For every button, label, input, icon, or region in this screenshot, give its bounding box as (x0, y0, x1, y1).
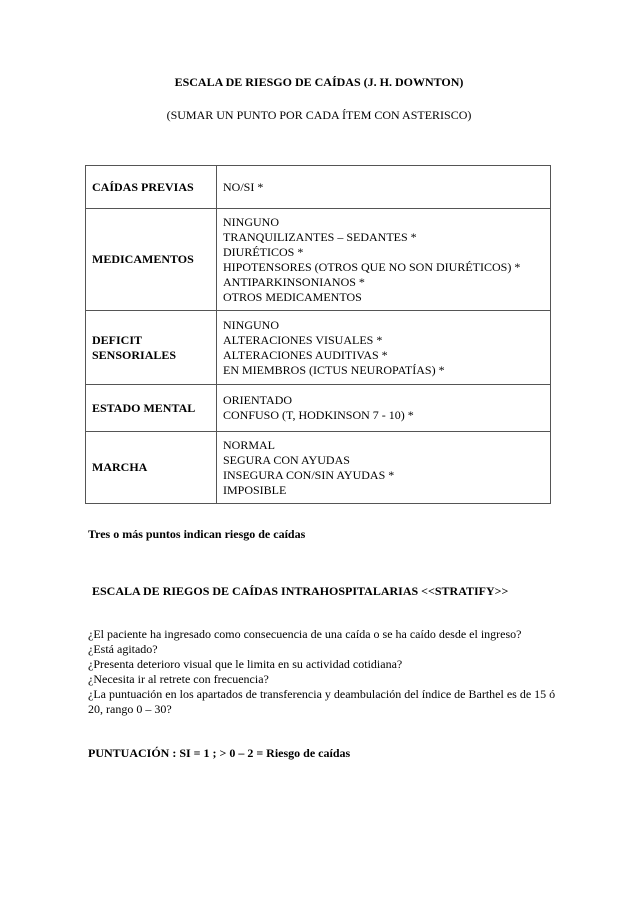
question-list (88, 627, 558, 717)
option-text: TRANQUILIZANTES – SEDANTES * (223, 229, 417, 244)
option-text: ANTIPARKINSONIANOS * (223, 274, 365, 289)
option-text: DIURÉTICOS * (223, 244, 304, 259)
table-row (86, 385, 551, 432)
option-text: NO/SI * (223, 179, 264, 194)
row-label: MARCHA (86, 432, 217, 504)
row-options (217, 385, 551, 432)
row-label: ESTADO MENTAL (86, 385, 217, 432)
option-text: INSEGURA CON/SIN AYUDAS * (223, 467, 395, 482)
score-line: PUNTUACIÓN : SI = 1 ; > 0 – 2 = Riesgo de caídas (88, 746, 351, 760)
row-label: DEFICIT SENSORIALES (86, 311, 217, 385)
option-text: CONFUSO (T, HODKINSON 7 - 10) * (223, 408, 414, 422)
option-text: HIPOTENSORES (OTROS QUE NO SON DIURÉTICOS) * (223, 259, 521, 274)
option-text: SEGURA CON AYUDAS (223, 452, 350, 467)
option-text: NINGUNO (223, 214, 279, 229)
question-item: ¿Necesita ir al retrete con frecuencia? (88, 672, 269, 686)
question-item: ¿La puntuación en los apartados de transferencia y deambulación del índice de Barthel es de 15 ó 20, rango 0 – 30? (88, 687, 556, 716)
question-item: ¿Presenta deterioro visual que le limita en su actividad cotidiana? (88, 657, 403, 671)
row-options (217, 311, 551, 385)
option-text: OTROS MEDICAMENTOS (223, 289, 362, 304)
question-item: ¿Está agitado? (88, 642, 158, 656)
row-options (217, 432, 551, 504)
option-text: IMPOSIBLE (223, 482, 287, 497)
table-row (86, 311, 551, 385)
table-row (86, 209, 551, 311)
option-text: ALTERACIONES VISUALES * (223, 332, 383, 347)
option-text: NORMAL (223, 437, 276, 452)
option-text: NINGUNO (223, 317, 279, 332)
table-row (86, 432, 551, 504)
question-item: ¿El paciente ha ingresado como consecuencia de una caída o se ha caído desde el ingreso? (88, 627, 522, 641)
row-label: CAÍDAS PREVIAS (86, 166, 217, 209)
row-options (217, 209, 551, 311)
row-options (217, 166, 551, 209)
table-row (86, 166, 551, 209)
option-text: ALTERACIONES AUDITIVAS * (223, 347, 388, 362)
downton-table (85, 165, 551, 504)
option-text: ORIENTADO (223, 393, 293, 407)
page-subtitle: (SUMAR UN PUNTO POR CADA ÍTEM CON ASTERISCO) (166, 108, 472, 122)
section-title: ESCALA DE RIEGOS DE CAÍDAS INTRAHOSPITALARIAS <<STRATIFY>> (92, 584, 509, 598)
row-label: MEDICAMENTOS (86, 209, 217, 311)
risk-note: Tres o más puntos indican riesgo de caídas (88, 527, 306, 541)
option-text: EN MIEMBROS (ICTUS NEUROPATÍAS) * (223, 362, 445, 377)
page-title: ESCALA DE RIESGO DE CAÍDAS (J. H. DOWNTON) (174, 75, 464, 89)
